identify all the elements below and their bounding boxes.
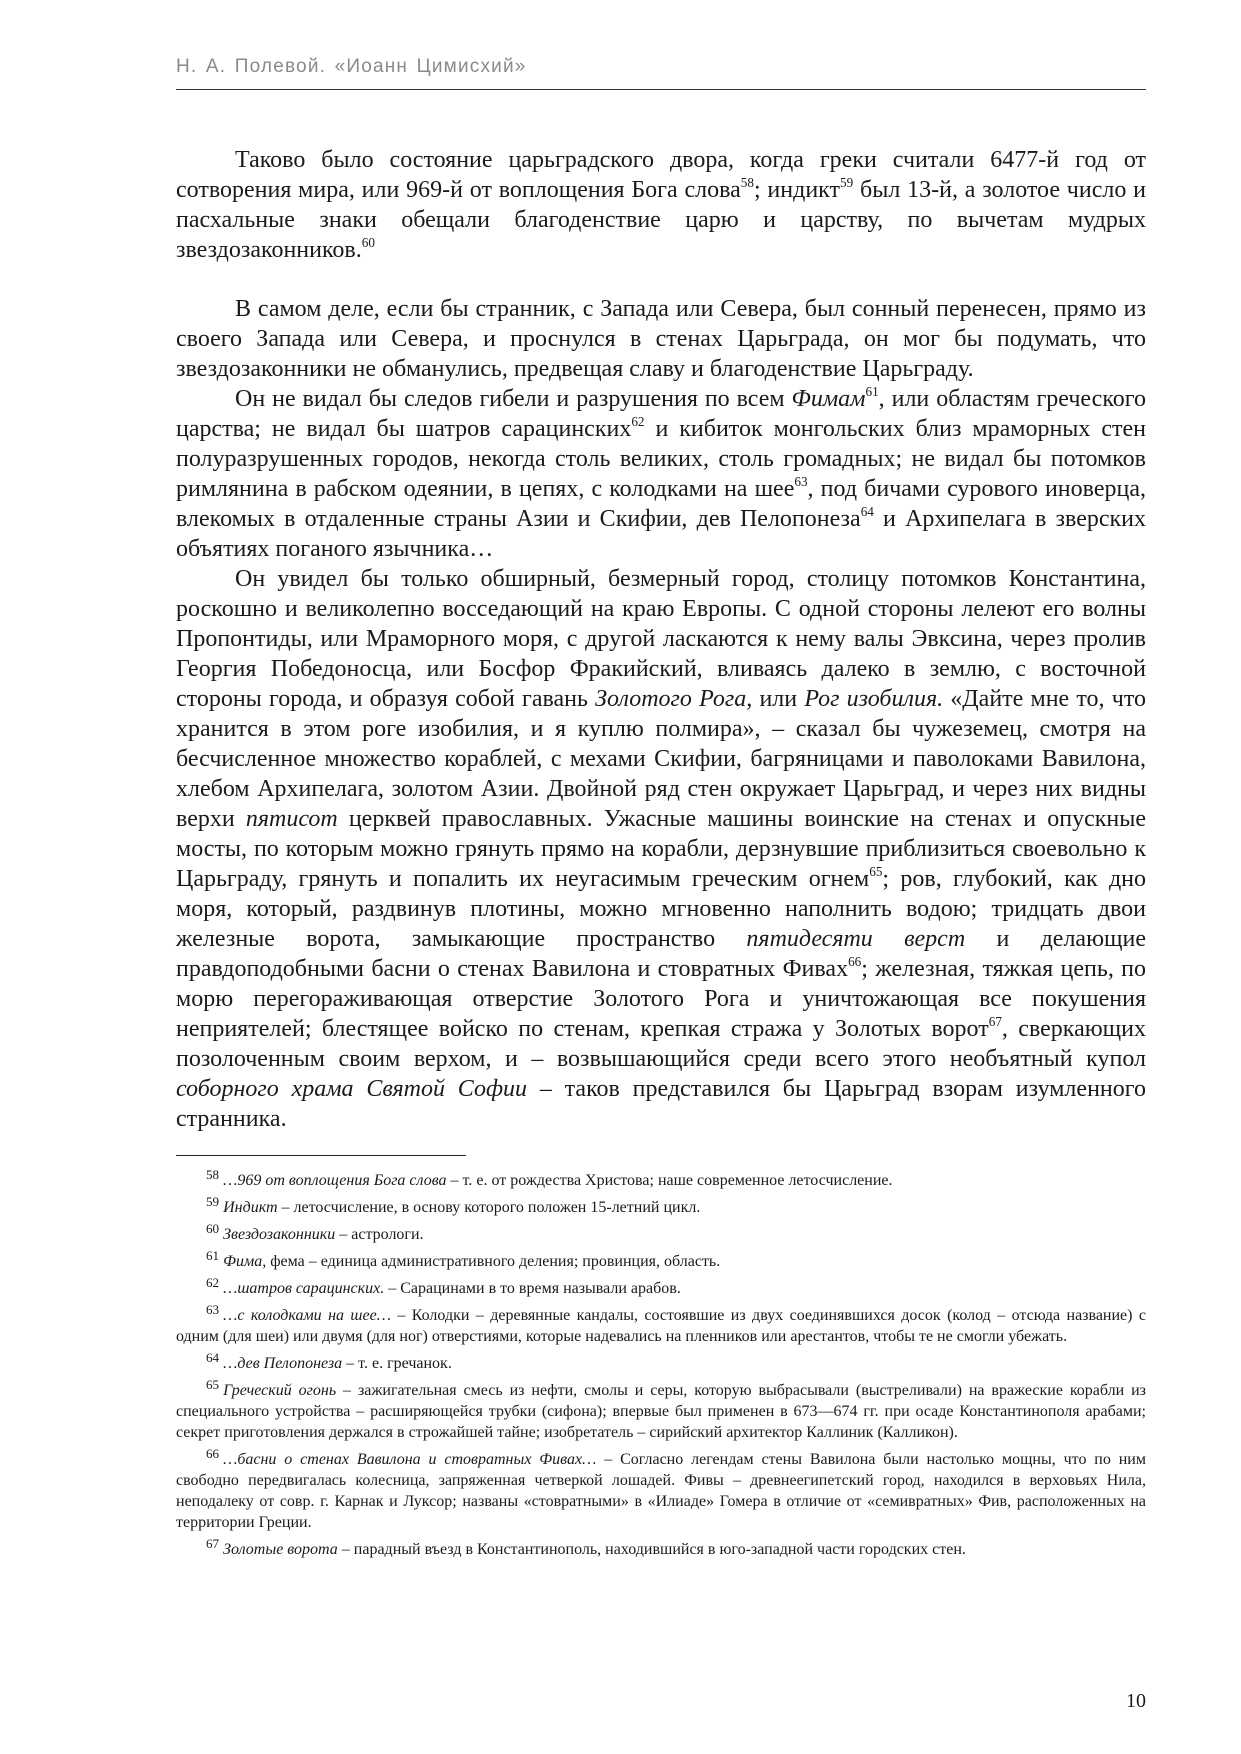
text-run: «Дайте мне то, что хранится в этом роге изобилия, и я куплю полмира», – сказал бы чужеземец, смотря на бесчисленное множество кораблей, с мехами Скифии, багряницами и паволоками Вавилона, хлебом Архипелага, золотом Азии. Двойной ряд стен окружает Царьград, и через них видны верхи xyxy=(176,686,1146,832)
footnote-60 xyxy=(176,1221,1146,1245)
footnote-ref: 66 xyxy=(206,1446,220,1462)
footnote-ref: 62 xyxy=(631,414,645,430)
footnote-58 xyxy=(176,1167,1146,1191)
text-run: и кибиток монгольских близ мраморных стен полуразрушенных городов, некогда столь великих, столь громадных; не видал бы потомков римлянина в рабском одеянии, в цепях, с колодками на шее xyxy=(176,416,1147,502)
italic-text: …шатров сарацинских. xyxy=(223,1280,385,1297)
footnote-66 xyxy=(176,1446,1146,1533)
footnotes xyxy=(176,1167,1146,1566)
paragraph-4 xyxy=(176,564,1146,1134)
text-run: или xyxy=(752,686,805,712)
page-number: 10 xyxy=(1126,1690,1146,1712)
running-head: Н. А. Полевой. «Иоанн Цимисхий» xyxy=(176,56,527,77)
italic-text: Золотые ворота xyxy=(223,1541,338,1558)
footnote-ref: 67 xyxy=(988,1014,1002,1030)
text-run: – летосчисление, в основу которого положен 15-летний цикл. xyxy=(277,1199,701,1216)
text-run: – Колодки – деревянные кандалы, состоявшие из двух соединявшихся досок (колод – отсюда название) с одним (для шеи) или двумя (для ног) отверстиями, которые надевались на пленников или арестантов, чтобы те не смогли убежать. xyxy=(176,1307,1146,1345)
italic-text: Греческий огонь xyxy=(223,1382,337,1399)
italic-text: …969 от воплощения Бога слова xyxy=(223,1172,447,1189)
footnote-ref: 67 xyxy=(206,1536,220,1552)
footnote-63 xyxy=(176,1302,1146,1347)
text-run: фема – единица административного деления; провинция, область. xyxy=(266,1253,721,1270)
italic-text: Звездозаконники xyxy=(223,1226,336,1243)
footnote-ref: 63 xyxy=(206,1302,220,1318)
text-run: – таков представился бы Царьград взорам изумленного странника. xyxy=(176,1076,1146,1132)
footnote-65 xyxy=(176,1377,1146,1443)
paragraph-3 xyxy=(176,384,1146,564)
text-run: – зажигательная смесь из нефти, смолы и серы, которую выбрасывали (выстреливали) на вражеские корабли из специального устройства – расширяющейся трубки (сифона); впервые был применен в 673—674 гг. при осаде Константинополя арабами; секрет приготовления держался в строжайшей тайне; изобретатель – сирийский архитектор Каллиник (Калликон). xyxy=(176,1382,1146,1441)
footnote-ref: 65 xyxy=(869,864,883,880)
footnote-59 xyxy=(176,1194,1146,1218)
italic-text: Фимам xyxy=(791,386,866,412)
footnote-rule xyxy=(176,1155,466,1156)
italic-text: …с колодками на шее… xyxy=(223,1307,391,1324)
footnote-ref: 61 xyxy=(865,384,879,400)
italic-text: …дев Пелопонеза xyxy=(223,1355,343,1372)
text-run: – астрологи. xyxy=(335,1226,424,1243)
italic-text: Рог изобилия. xyxy=(804,686,944,712)
text-run: – Сарацинами в то время называли арабов. xyxy=(384,1280,681,1297)
text-run: , сверкающих позолоченным своим верхом, и – возвышающийся среди всего этого необъятный купол xyxy=(176,1016,1146,1072)
footnote-ref: 61 xyxy=(206,1248,220,1264)
text-run: и делающие правдоподобными басни о стенах Вавилона и стовратных Фивах xyxy=(176,926,1146,982)
footnote-ref: 59 xyxy=(840,175,854,191)
footnote-ref: 66 xyxy=(848,954,862,970)
italic-text: пятидесяти верст xyxy=(746,926,966,952)
text-run: ; железная, тяжкая цепь, по морю перегораживающая отверстие Золотого Рога и уничтожающая все покушения неприятелей; блестящее войско по стенам, крепкая стража у Золотых ворот xyxy=(176,956,1147,1042)
footnote-ref: 64 xyxy=(860,504,874,520)
text-run: В самом деле, если бы странник, с Запада или Севера, был сонный перенесен, прямо из своего Запада или Севера, и проснулся в стенах Царьграда, он мог бы подумать, что звездозаконники не обманулись, предвещая славу и благоденствие Царьграду. xyxy=(176,296,1146,382)
footnote-ref: 64 xyxy=(206,1350,220,1366)
footnote-ref: 65 xyxy=(206,1377,220,1393)
footnote-ref: 58 xyxy=(740,175,754,191)
footnote-61 xyxy=(176,1248,1146,1272)
footnote-ref: 60 xyxy=(361,235,375,251)
text-run: церквей православных. Ужасные машины воинские на стенах и опускные мосты, по которым можно грянуть прямо на корабли, дерзнувшие приблизиться своевольно к Царьграду, грянуть и попалить их неугасимым греческим огнем xyxy=(176,806,1147,892)
text-run: Таково было состояние царьградского двора, когда греки считали 6477-й год от сотворения мира, или 969-й от воплощения Бога слова xyxy=(176,147,1146,203)
text-run: и Архипелага в зверских объятиях поганого язычника… xyxy=(176,506,1147,562)
footnote-ref: 59 xyxy=(206,1194,220,1210)
footnote-ref: 60 xyxy=(206,1221,220,1237)
text-run: ; индикт xyxy=(753,177,840,203)
text-run: – Согласно легендам стены Вавилона были настолько мощны, что по ним свободно передвигалась колесница, запряженная четверкой лошадей. Фивы – древнеегипетский город, находился в верховьях Нила, неподалеку от совр. г. Карнак и Луксор; названы «стовратными» в «Илиаде» Гомера в отличие от «семивратных» Фив, расположенных на территории Греции. xyxy=(176,1451,1146,1531)
footnote-67 xyxy=(176,1536,1146,1560)
text-run: Он увидел бы только обширный, безмерный город, столицу потомков Константина, роскошно и великолепно восседающий на краю Европы. С одной стороны лелеют его волны Пропонтиды, или Мраморного моря, с другой ласкаются к нему валы Эвксина, через пролив Георгия Победоносца, или Босфор Фракийский, вливаясь далеко в землю, с восточной стороны города, и образуя собой гавань xyxy=(176,566,1146,712)
italic-text: Золотого Рога, xyxy=(595,686,753,712)
italic-text: …басни о стенах Вавилона и стовратных Фивах… xyxy=(223,1451,597,1468)
text-run: – парадный въезд в Константинополь, находившийся в юго-западной части городских стен. xyxy=(337,1541,966,1558)
italic-text: Индикт xyxy=(223,1199,278,1216)
main-text xyxy=(176,145,1146,1134)
text-run: был 13-й, а золотое число и пасхальные знаки обещали благоденствие царю и царству, по вычетам мудрых звездозаконников. xyxy=(176,177,1146,263)
italic-text: пятисот xyxy=(245,806,338,832)
paragraph-2 xyxy=(176,294,1146,384)
text-run: – т. е. от рождества Христова; наше современное летосчисление. xyxy=(446,1172,893,1189)
text-run: Он не видал бы следов гибели и разрушения по всем xyxy=(235,386,792,412)
text-run: , под бичами сурового иноверца, влекомых в отдаленные страны Азии и Скифии, дев Пелопонеза xyxy=(176,476,1146,532)
italic-text: Фима, xyxy=(223,1253,267,1270)
footnote-62 xyxy=(176,1275,1146,1299)
text-run: , или областям греческого царства; не видал бы шатров сарацинских xyxy=(176,386,1147,442)
text-run: – т. е. гречанок. xyxy=(342,1355,452,1372)
footnote-64 xyxy=(176,1350,1146,1374)
italic-text: соборного храма Святой Софии xyxy=(176,1076,527,1102)
footnote-ref: 62 xyxy=(206,1275,220,1291)
text-run: ; ров, глубокий, как дно моря, который, раздвинув плотины, можно мгновенно наполнить водою; тридцать двои железные ворота, замыкающие пространство xyxy=(176,866,1146,952)
paragraph-1 xyxy=(176,145,1146,265)
footnote-ref: 58 xyxy=(206,1167,220,1183)
header-rule xyxy=(176,89,1146,90)
footnote-ref: 63 xyxy=(794,474,808,490)
